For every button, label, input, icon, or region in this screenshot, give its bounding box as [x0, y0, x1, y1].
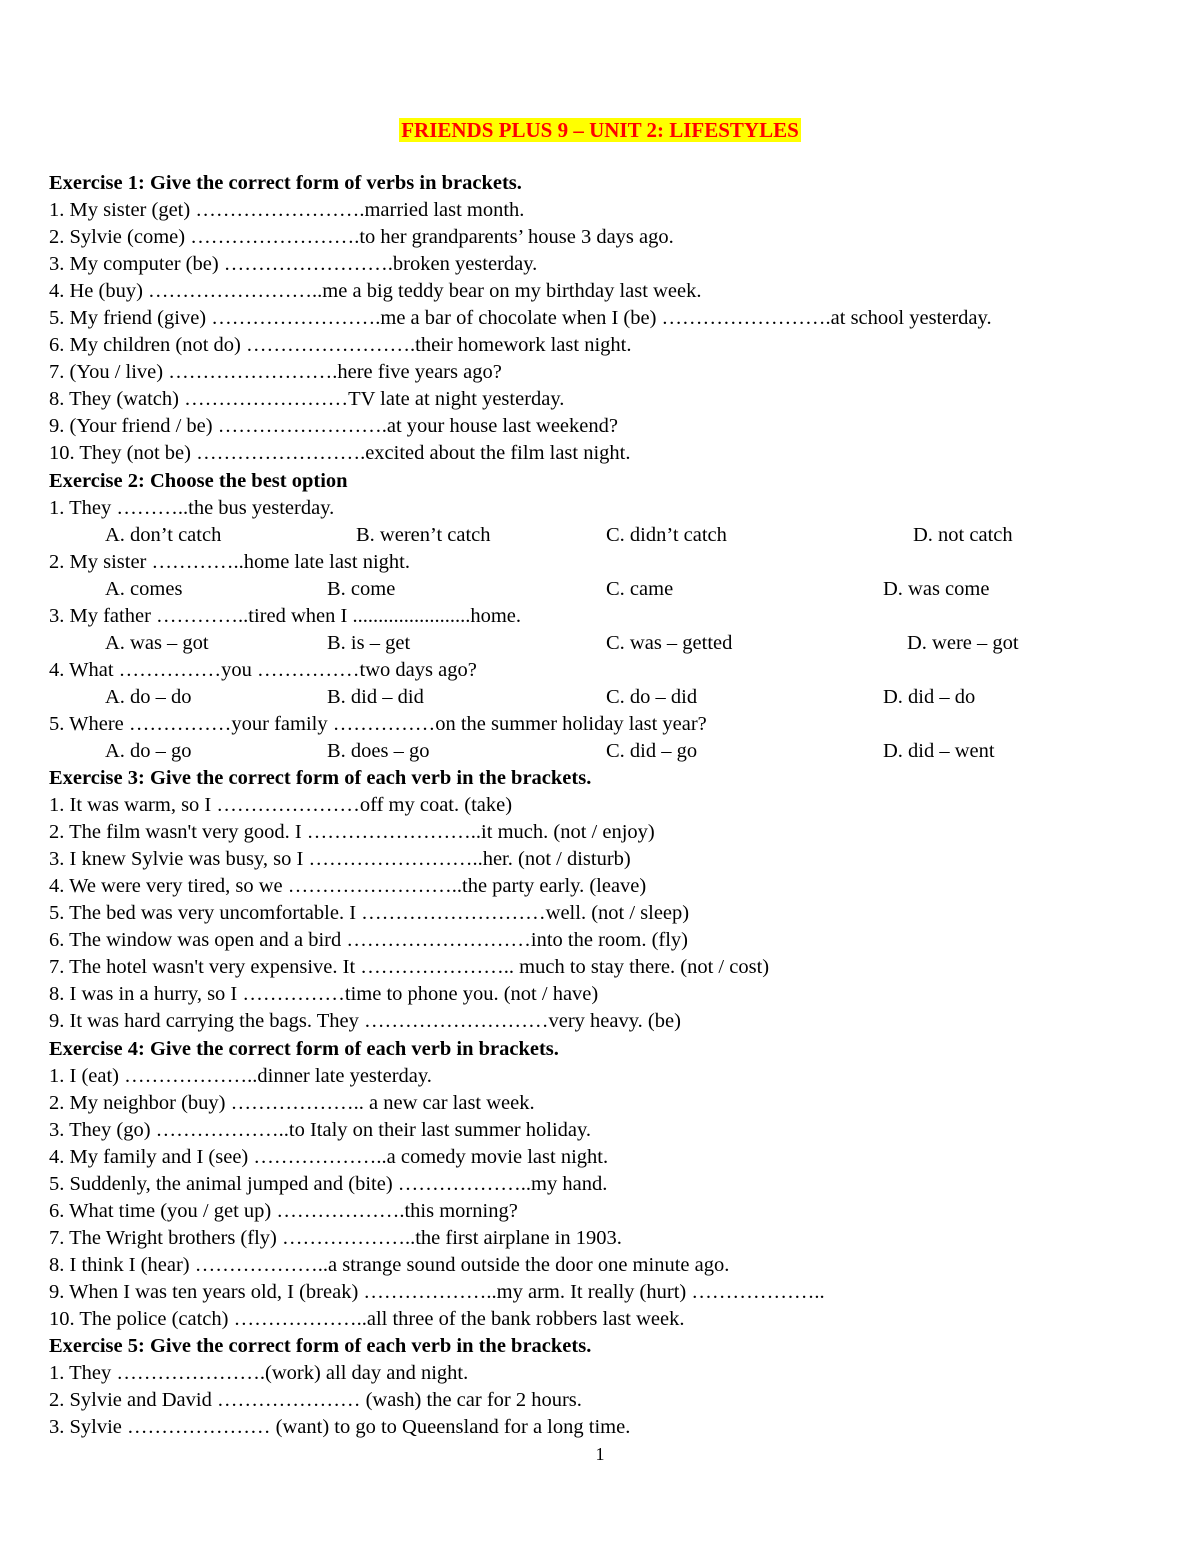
exercise-4-item: 7. The Wright brothers (fly) ………………..the first airplane in 1903. — [49, 1226, 622, 1249]
option-b: B. did – did — [327, 685, 424, 708]
option-d: D. did – do — [883, 685, 976, 708]
exercise-2-options — [49, 738, 1169, 765]
option-d: D. were – got — [907, 631, 1019, 654]
exercise-1-item: 6. My children (not do) …………………….their homework last night. — [49, 334, 632, 357]
worksheet-content — [49, 170, 1169, 1441]
exercise-4-item: 4. My family and I (see) ………………..a comedy movie last night. — [49, 1145, 609, 1168]
exercise-1-item: 8. They (watch) ……………………TV late at night yesterday. — [49, 388, 565, 411]
option-b: B. is – get — [327, 631, 411, 654]
exercise-1-heading: Exercise 1: Give the correct form of verbs in brackets. — [49, 172, 522, 194]
exercise-1-item: 1. My sister (get) …………………….married last month. — [49, 199, 525, 222]
exercise-4-item: 6. What time (you / get up) ……………….this morning? — [49, 1199, 518, 1222]
exercise-3-item: 8. I was in a hurry, so I ……………time to phone you. (not / have) — [49, 983, 599, 1006]
exercise-2-options — [49, 630, 1169, 657]
exercise-2-options — [49, 522, 1169, 549]
exercise-2-options — [49, 684, 1169, 711]
exercise-4-item: 10. The police (catch) ………………..all three of the bank robbers last week. — [49, 1307, 685, 1330]
option-a: A. don’t catch — [105, 523, 222, 546]
exercise-1-item: 2. Sylvie (come) …………………….to her grandparents’ house 3 days ago. — [49, 226, 674, 249]
option-b: B. come — [327, 577, 396, 600]
page-number: 1 — [595, 1444, 605, 1464]
option-d: D. not catch — [913, 523, 1013, 546]
exercise-1-item: 7. (You / live) …………………….here five years ago? — [49, 361, 502, 384]
exercise-3-item: 4. We were very tired, so we ……………………..the party early. (leave) — [49, 875, 647, 898]
exercise-4-item: 5. Suddenly, the animal jumped and (bite) ………………..my hand. — [49, 1172, 608, 1195]
exercise-1-item: 4. He (buy) ……………………..me a big teddy bear on my birthday last week. — [49, 280, 702, 303]
exercise-4-item: 8. I think I (hear) ………………..a strange sound outside the door one minute ago. — [49, 1253, 730, 1276]
exercise-5-item: 2. Sylvie and David ………………… (wash) the car for 2 hours. — [49, 1389, 582, 1412]
option-a: A. do – go — [105, 739, 192, 762]
exercise-2-question: 1. They ………..the bus yesterday. — [49, 496, 335, 519]
option-b: B. does – go — [327, 739, 430, 762]
option-d: D. did – went — [883, 739, 995, 762]
exercise-3-heading: Exercise 3: Give the correct form of each verb in the brackets. — [49, 767, 592, 790]
exercise-5-heading: Exercise 5: Give the correct form of each verb in the brackets. — [49, 1335, 592, 1358]
option-a: A. comes — [105, 577, 183, 600]
option-c: C. was – getted — [606, 631, 733, 654]
exercise-1-item: 10. They (not be) …………………….excited about the film last night. — [49, 442, 631, 465]
option-a: A. do – do — [105, 685, 192, 708]
exercise-4-item: 1. I (eat) ………………..dinner late yesterday. — [49, 1064, 432, 1087]
exercise-3-item: 6. The window was open and a bird ………………………into the room. (fly) — [49, 929, 689, 952]
exercise-3-item: 9. It was hard carrying the bags. They ………………………very heavy. (be) — [49, 1010, 681, 1033]
page-title — [0, 116, 1200, 144]
exercise-4-item: 3. They (go) ………………..to Italy on their last summer holiday. — [49, 1118, 592, 1141]
option-b: B. weren’t catch — [356, 523, 491, 546]
option-c: C. did – go — [606, 739, 698, 762]
exercise-2-question: 3. My father …………..tired when I .......................home. — [49, 604, 521, 627]
exercise-3-item: 7. The hotel wasn't very expensive. It ………………….. much to stay there. (not / cost) — [49, 956, 770, 979]
exercise-3-item: 3. I knew Sylvie was busy, so I ……………………..her. (not / disturb) — [49, 848, 631, 871]
option-c: C. didn’t catch — [606, 523, 727, 546]
exercise-2-heading: Exercise 2: Choose the best option — [49, 469, 348, 492]
exercise-3-item: 1. It was warm, so I …………………off my coat. (take) — [49, 794, 513, 817]
page-title-text: FRIENDS PLUS 9 – UNIT 2: LIFESTYLES — [401, 118, 799, 142]
exercise-2-question: 4. What ……………you ……………two days ago? — [49, 658, 477, 681]
exercise-1-item: 3. My computer (be) …………………….broken yesterday. — [49, 253, 538, 276]
option-c: C. do – did — [606, 685, 698, 708]
option-a: A. was – got — [105, 631, 209, 654]
exercise-1-item: 5. My friend (give) …………………….me a bar of chocolate when I (be) …………………….at school yesterday. — [49, 307, 992, 330]
exercise-4-item: 2. My neighbor (buy) ……………….. a new car last week. — [49, 1091, 535, 1114]
exercise-2-question: 5. Where ……………your family ……………on the summer holiday last year? — [49, 712, 707, 735]
exercise-1-item: 9. (Your friend / be) …………………….at your house last weekend? — [49, 415, 618, 438]
exercise-2-question: 2. My sister …………..home late last night. — [49, 550, 410, 573]
exercise-3-item: 2. The film wasn't very good. I ……………………..it much. (not / enjoy) — [49, 821, 655, 844]
exercise-4-heading: Exercise 4: Give the correct form of each verb in brackets. — [49, 1037, 559, 1060]
option-c: C. came — [606, 577, 674, 600]
exercise-2-options — [49, 576, 1169, 603]
exercise-5-item: 3. Sylvie ………………… (want) to go to Queensland for a long time. — [49, 1416, 631, 1439]
exercise-4-item: 9. When I was ten years old, I (break) ………………..my arm. It really (hurt) ……………….. — [49, 1280, 825, 1303]
option-d: D. was come — [883, 577, 990, 600]
exercise-3-item: 5. The bed was very uncomfortable. I ………………………well. (not / sleep) — [49, 902, 690, 925]
exercise-5-item: 1. They ………………….(work) all day and night. — [49, 1362, 469, 1385]
